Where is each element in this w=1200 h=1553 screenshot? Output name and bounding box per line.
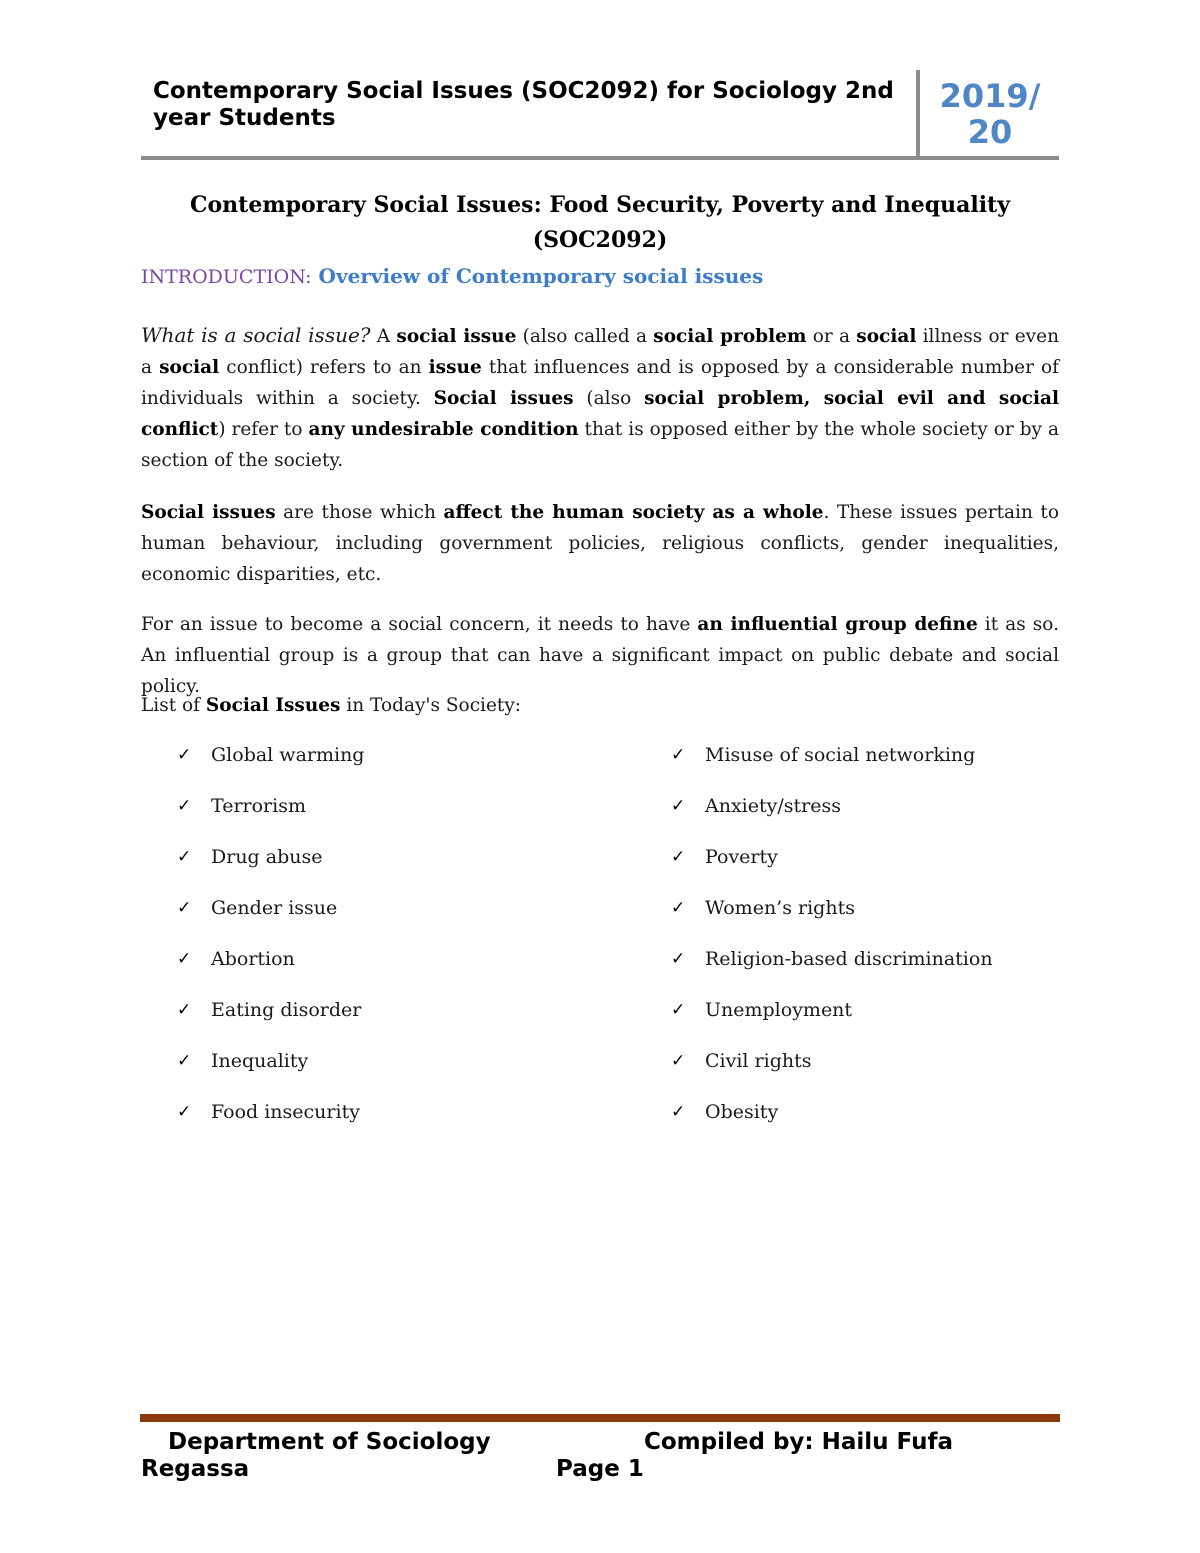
list-item <box>671 842 993 893</box>
paragraph-definition <box>141 320 1059 476</box>
list-item <box>671 740 993 791</box>
list-item <box>671 944 993 995</box>
checkmark-icon: ✓ <box>671 1051 686 1071</box>
footer-department: Department of Sociology <box>168 1429 491 1455</box>
text-run: . These issues pertain to human behaviour, including government policies, religious conflicts, gender inequalities, economic disparities, etc. <box>141 502 1060 585</box>
checkmark-icon: ✓ <box>177 898 192 918</box>
bold-run: any undesirable condition <box>308 419 579 440</box>
bold-run: issue <box>428 357 482 378</box>
header-year-line1: 2019/ <box>939 77 1041 115</box>
introduction-title: Overview of Contemporary social issues <box>318 264 764 288</box>
checkmark-icon: ✓ <box>671 1000 686 1020</box>
header-year-line2: 20 <box>967 113 1013 151</box>
text-run: in Today's Society: <box>340 695 522 716</box>
bold-run: Social Issues <box>205 695 341 716</box>
header-divider <box>916 70 920 160</box>
checkmark-icon: ✓ <box>671 796 686 816</box>
bold-run: affect the human society as a whole <box>443 502 824 523</box>
text-run: that is opposed either by the whole society or by a section of the society. <box>141 419 1059 471</box>
header-title: Contemporary Social Issues (SOC2092) for Sociology 2nd year Students <box>153 78 894 131</box>
bold-run: social <box>856 326 917 347</box>
introduction-label: INTRODUCTION: <box>141 266 312 288</box>
text-run: or a <box>806 326 857 347</box>
footer-compiled-by-cont: Regassa <box>141 1456 250 1482</box>
list-item <box>671 995 993 1046</box>
text-run: illness or even a <box>141 326 1059 378</box>
text-run: List of <box>141 695 206 716</box>
list-item <box>671 1097 993 1148</box>
checkmark-icon: ✓ <box>177 847 192 867</box>
list-item-label: Food insecurity <box>211 1101 360 1123</box>
bold-run: social problem <box>653 326 807 347</box>
bold-run: Social issues <box>433 388 574 409</box>
list-item-label: Anxiety/stress <box>705 795 841 817</box>
text-run: A <box>370 326 397 347</box>
bold-run: social issue <box>396 326 517 347</box>
checkmark-icon: ✓ <box>177 949 192 969</box>
list-item <box>671 893 993 944</box>
checkmark-icon: ✓ <box>671 1102 686 1122</box>
list-item-label: Misuse of social networking <box>705 744 976 766</box>
text-run: conflict) refers to an <box>219 357 429 378</box>
list-item <box>177 740 364 791</box>
issues-list-left <box>177 740 364 1148</box>
list-item-label: Inequality <box>211 1050 309 1072</box>
checkmark-icon: ✓ <box>671 898 686 918</box>
text-run: are those which <box>275 502 444 523</box>
footer-page-number: Page 1 <box>556 1456 644 1482</box>
footer-compiled-by: Compiled by: Hailu Fufa <box>644 1429 953 1455</box>
list-item <box>177 791 364 842</box>
list-item-label: Abortion <box>211 948 295 970</box>
list-item-label: Eating disorder <box>211 999 362 1021</box>
list-item-label: Religion-based discrimination <box>705 948 993 970</box>
text-run: that influences and is opposed by a considerable number of individuals within a society. <box>141 357 1059 409</box>
checkmark-icon: ✓ <box>671 847 686 867</box>
list-item <box>177 1046 364 1097</box>
list-item-label: Obesity <box>705 1101 779 1123</box>
list-item-label: Gender issue <box>211 897 338 919</box>
document-title-line2: (SOC2092) <box>532 227 668 253</box>
list-item-label: Global warming <box>211 744 365 766</box>
introduction-heading <box>141 262 1059 291</box>
list-item-label: Poverty <box>705 846 778 868</box>
list-item-label: Terrorism <box>211 795 306 817</box>
paragraph-influential-group <box>141 609 1059 702</box>
checkmark-icon: ✓ <box>177 1000 192 1020</box>
bold-run: social <box>159 357 220 378</box>
header-year <box>926 78 1054 150</box>
text-run: ) refer to <box>218 419 309 440</box>
checkmark-icon: ✓ <box>671 949 686 969</box>
text-run: For an issue to become a social concern, it needs to have <box>141 614 698 635</box>
document-title <box>141 188 1059 258</box>
paragraph-effects <box>141 497 1059 590</box>
issues-list-right <box>671 740 993 1148</box>
list-item-label: Civil rights <box>705 1050 812 1072</box>
bold-run: Social issues <box>141 502 276 523</box>
checkmark-icon: ✓ <box>177 1102 192 1122</box>
bold-run: social problem, social evil and social conflict <box>141 388 1059 440</box>
document-title-line1: Contemporary Social Issues: Food Security, Poverty and Inequality <box>189 192 1010 218</box>
text-run: (also <box>573 388 645 409</box>
checkmark-icon: ✓ <box>177 745 192 765</box>
list-item <box>177 1097 364 1148</box>
list-intro <box>141 690 1059 721</box>
checkmark-icon: ✓ <box>177 796 192 816</box>
list-item-label: Unemployment <box>705 999 853 1021</box>
list-item <box>177 893 364 944</box>
list-item-label: Drug abuse <box>211 846 323 868</box>
list-item <box>177 995 364 1046</box>
list-item <box>671 791 993 842</box>
list-item-label: Women’s rights <box>705 897 855 919</box>
list-item <box>177 944 364 995</box>
footer-rule <box>140 1414 1060 1422</box>
text-run: it as so. An influential group is a group that can have a significant impact on public debate and social policy. <box>141 614 1059 697</box>
list-item <box>177 842 364 893</box>
checkmark-icon: ✓ <box>177 1051 192 1071</box>
header-rule <box>141 156 1059 160</box>
question-text: What is a social issue? <box>141 323 371 347</box>
checkmark-icon: ✓ <box>671 745 686 765</box>
text-run: (also called a <box>516 326 654 347</box>
list-item <box>671 1046 993 1097</box>
bold-run: an influential group define <box>697 614 978 635</box>
